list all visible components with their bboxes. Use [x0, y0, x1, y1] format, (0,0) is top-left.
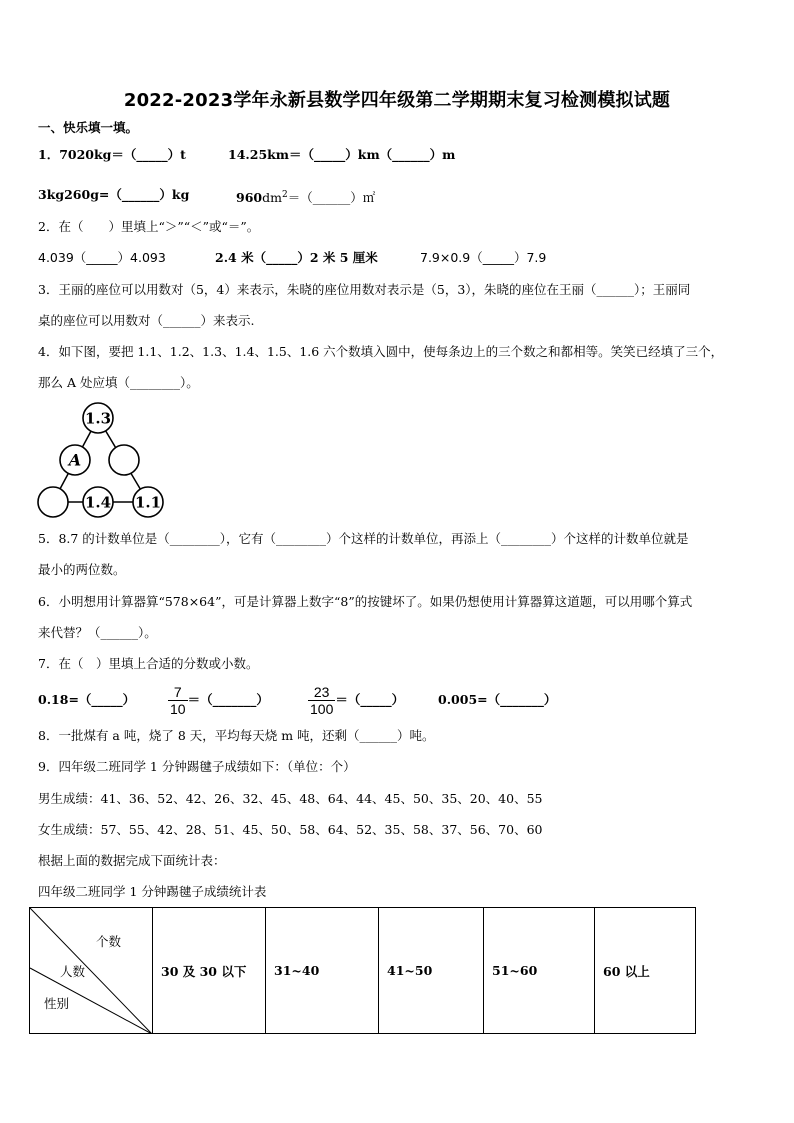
circle-bottom-mid-label: 1.4	[84, 493, 112, 512]
q2-c: 7.9×0.9（_____）7.9	[420, 250, 547, 265]
header-cell	[266, 908, 379, 1034]
stat-table	[29, 907, 696, 1034]
q9-instruction: 根据上面的数据完成下面统计表：	[38, 853, 226, 868]
q8-text: 8．一批煤有 a 吨，烧了 8 天，平均每天烧 m 吨，还剩（______）吨。	[38, 728, 435, 743]
diagonal-header-cell	[30, 908, 153, 1034]
q2-a: 4.039（_____）4.093	[38, 250, 166, 265]
q1-c: 3kg260g=（______）kg	[38, 187, 190, 202]
q3-line2: 桌的座位可以用数对（______）来表示.	[38, 313, 255, 328]
triangle-diagram	[36, 402, 166, 522]
header-label: 31~40	[274, 963, 320, 978]
header-label: 41~50	[387, 963, 433, 978]
fraction-numerator: 23	[313, 684, 330, 700]
q7-text: 7．在（ ）里填上合适的分数或小数。	[38, 656, 259, 671]
q5-line1: 5．8.7 的计数单位是（________），它有（________）个这样的计数单位，再添上（________）个这样的计数单位就是	[38, 531, 689, 546]
q9-girls: 女生成绩：57、55、42、28、51、45、50、58、64、52、35、58、37、56、70、60	[38, 822, 543, 837]
header-label: 60 以上	[603, 963, 650, 979]
header-label: 30 及 30 以下	[161, 963, 247, 979]
q2-text: 2．在（ ）里填上“＞”“＜”或“＝”。	[38, 219, 260, 234]
q5-line2: 最小的两位数。	[38, 562, 126, 577]
circle-bottom-right-label: 1.1	[134, 493, 162, 512]
fraction-23-100	[308, 684, 335, 717]
header-label: 51~60	[492, 963, 538, 978]
section-heading: 一、快乐填一填。	[38, 120, 139, 135]
circle-bottom-right	[133, 487, 163, 517]
diag-label-people: 人数	[60, 964, 86, 979]
table-row	[30, 908, 696, 1034]
page-title: 2022-2023学年永新县数学四年级第二学期期末复习检测模拟试题	[123, 90, 671, 111]
q7-f2-answer: ＝（_____）	[335, 692, 405, 707]
q2-b: 2.4 米（_____）2 米 5 厘米	[215, 250, 378, 265]
q7-d: 0.005=（_______）	[438, 692, 557, 707]
circle-right-mid	[109, 445, 139, 475]
q1-d	[236, 186, 375, 207]
q7-a: 0.18=（_____）	[38, 692, 136, 707]
q1-d-exponent: 2	[281, 190, 288, 200]
q6-line2: 来代替？（______）。	[38, 625, 157, 640]
diagonal-lines	[30, 908, 152, 1034]
circle-bottom-mid	[83, 487, 113, 517]
q1-d-unit: dm	[262, 190, 282, 206]
circle-a-label: A	[68, 450, 82, 470]
q4-line1: 4．如下图，要把 1.1、1.2、1.3、1.4、1.5、1.6 六个数填入圆中，使每条边上的三个数之和都相等。笑笑已经填了三个，	[38, 344, 724, 359]
q7-fraction-1	[168, 680, 269, 720]
diag-label-count: 个数	[96, 934, 122, 949]
circle-top	[83, 403, 113, 433]
q4-line2: 那么 A 处应填（________）。	[38, 375, 199, 390]
q1-d-answer: ＝（______）㎡	[287, 190, 376, 206]
q6-line1: 6．小明想用计算器算“578×64”，可是计算器上数字“8”的按键坏了。如果仍想使用计算器算这道题，可以用哪个算式	[38, 594, 693, 609]
fraction-numerator: 7	[173, 684, 182, 700]
table-title: 四年级二班同学 1 分钟踢毽子成绩统计表	[38, 884, 267, 899]
q9-text: 9．四年级二班同学 1 分钟踢毽子成绩如下：（单位：个）	[38, 759, 356, 774]
header-cell	[379, 908, 484, 1034]
diag-label-gender: 性别	[44, 996, 70, 1011]
q1-b: 14.25km＝（_____）km（______）m	[228, 147, 456, 162]
header-cell	[484, 908, 595, 1034]
q9-boys: 男生成绩：41、36、52、42、26、32、45、48、64、44、45、50、35、20、40、55	[38, 791, 543, 806]
circle-bottom-left	[38, 487, 68, 517]
fraction-7-10	[168, 684, 188, 717]
q3-line1: 3．王丽的座位可以用数对（5，4）来表示，朱晓的座位用数对表示是（5，3），朱晓的座位在王丽（______）；王丽同	[38, 282, 691, 297]
fraction-denominator: 10	[170, 701, 186, 717]
fraction-denominator: 100	[310, 701, 334, 717]
header-cell	[153, 908, 266, 1034]
q7-fraction-2	[308, 680, 404, 720]
q7-f1-answer: ＝（_______）	[187, 692, 269, 707]
header-cell	[595, 908, 696, 1034]
q1-d-value: 960	[236, 190, 263, 206]
circle-top-label: 1.3	[84, 409, 112, 428]
q1-a: 1．7020kg＝（_____）t	[38, 147, 186, 162]
circle-left-mid	[60, 445, 90, 475]
